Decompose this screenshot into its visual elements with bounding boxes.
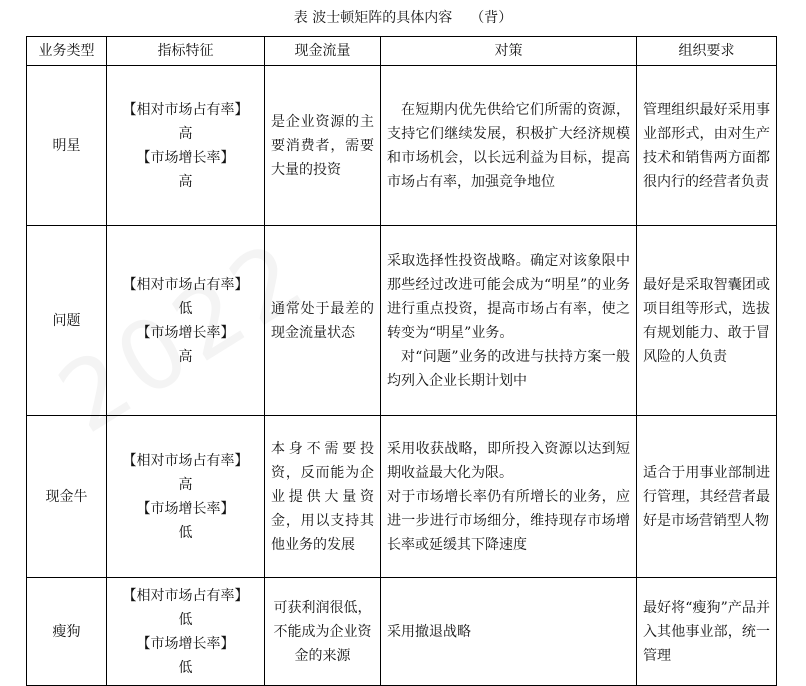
cell-cashflow: 可获利润很低，不能成为企业资金的来源	[265, 578, 381, 686]
cell-type: 问题	[27, 226, 107, 416]
indicator-share-label: 【相对市场占有率】	[122, 452, 249, 469]
cell-strategy	[381, 416, 637, 578]
strategy-paragraph: 采用收获战略，即所投入资源以达到短期收益最大化为限。	[387, 440, 630, 481]
cell-org: 管理组织最好采用事业部形式，由对生产技术和销售两方面都很内行的经营者负责	[637, 66, 777, 226]
strategy-paragraph: 对于市场增长率仍有所增长的业务，应进一步进行市场细分，维持现存市场增长率或延缓其下降速度	[387, 488, 630, 553]
table-title-suffix: （背）	[470, 10, 513, 26]
table-row	[27, 226, 777, 416]
table-title-main: 表 波士顿矩阵的具体内容	[293, 10, 453, 26]
cell-type: 明星	[27, 66, 107, 226]
indicator-share-label: 【相对市场占有率】	[122, 587, 249, 604]
cell-org: 最好将“瘦狗”产品并入其他事业部，统一管理	[637, 578, 777, 686]
boston-matrix-table	[26, 36, 777, 686]
table-title	[0, 8, 806, 28]
indicator-growth-label: 【市场增长率】	[136, 500, 235, 517]
cell-type: 现金牛	[27, 416, 107, 578]
header-cashflow: 现金流量	[265, 37, 381, 66]
strategy-paragraph: 对“问题”业务的改进与扶持方案一般均列入企业长期计划中	[387, 348, 630, 389]
cell-strategy	[381, 578, 637, 686]
indicator-growth-label: 【市场增长率】	[136, 635, 235, 652]
table-row	[27, 66, 777, 226]
indicator-growth-label: 【市场增长率】	[136, 149, 235, 166]
indicator-growth-value: 低	[178, 659, 193, 676]
header-org: 组织要求	[637, 37, 777, 66]
cell-cashflow: 本身不需要投资，反而能为企业提供大量资金，用以支持其他业务的发展	[265, 416, 381, 578]
indicator-share-value: 低	[178, 300, 193, 317]
indicator-growth-value: 高	[178, 173, 193, 190]
header-strategy: 对策	[381, 37, 637, 66]
cell-strategy	[381, 226, 637, 416]
table-row	[27, 578, 777, 686]
indicator-share-value: 低	[178, 611, 193, 628]
cell-type: 瘦狗	[27, 578, 107, 686]
cell-strategy	[381, 66, 637, 226]
cell-cashflow: 是企业资源的主要消费者，需要大量的投资	[265, 66, 381, 226]
indicator-share-value: 高	[178, 476, 193, 493]
cell-org: 适合于用事业部制进行管理，其经营者最好是市场营销型人物	[637, 416, 777, 578]
strategy-paragraph: 采用撤退战略	[387, 623, 471, 640]
indicator-growth-label: 【市场增长率】	[136, 324, 235, 341]
cell-indicator	[107, 578, 265, 686]
header-indicator: 指标特征	[107, 37, 265, 66]
header-type: 业务类型	[27, 37, 107, 66]
table-row	[27, 416, 777, 578]
cell-indicator	[107, 416, 265, 578]
indicator-growth-value: 低	[178, 524, 193, 541]
strategy-paragraph: 在短期内优先供给它们所需的资源，支持它们继续发展，积极扩大经济规模和市场机会，以长远利益为目标，提高市场占有率，加强竞争地位	[387, 101, 630, 190]
cell-cashflow: 通常处于最差的现金流量状态	[265, 226, 381, 416]
strategy-paragraph: 采取选择性投资战略。确定对该象限中那些经过改进可能会成为“明星”的业务进行重点投资，提高市场占有率，使之转变为“明星”业务。	[387, 252, 630, 341]
indicator-share-label: 【相对市场占有率】	[122, 101, 249, 118]
indicator-growth-value: 高	[178, 348, 193, 365]
cell-org: 最好是采取智囊团或项目组等形式，选拔有规划能力、敢于冒风险的人负责	[637, 226, 777, 416]
cell-indicator	[107, 66, 265, 226]
cell-indicator	[107, 226, 265, 416]
indicator-share-label: 【相对市场占有率】	[122, 276, 249, 293]
indicator-share-value: 高	[178, 125, 193, 142]
header-row	[27, 37, 777, 66]
